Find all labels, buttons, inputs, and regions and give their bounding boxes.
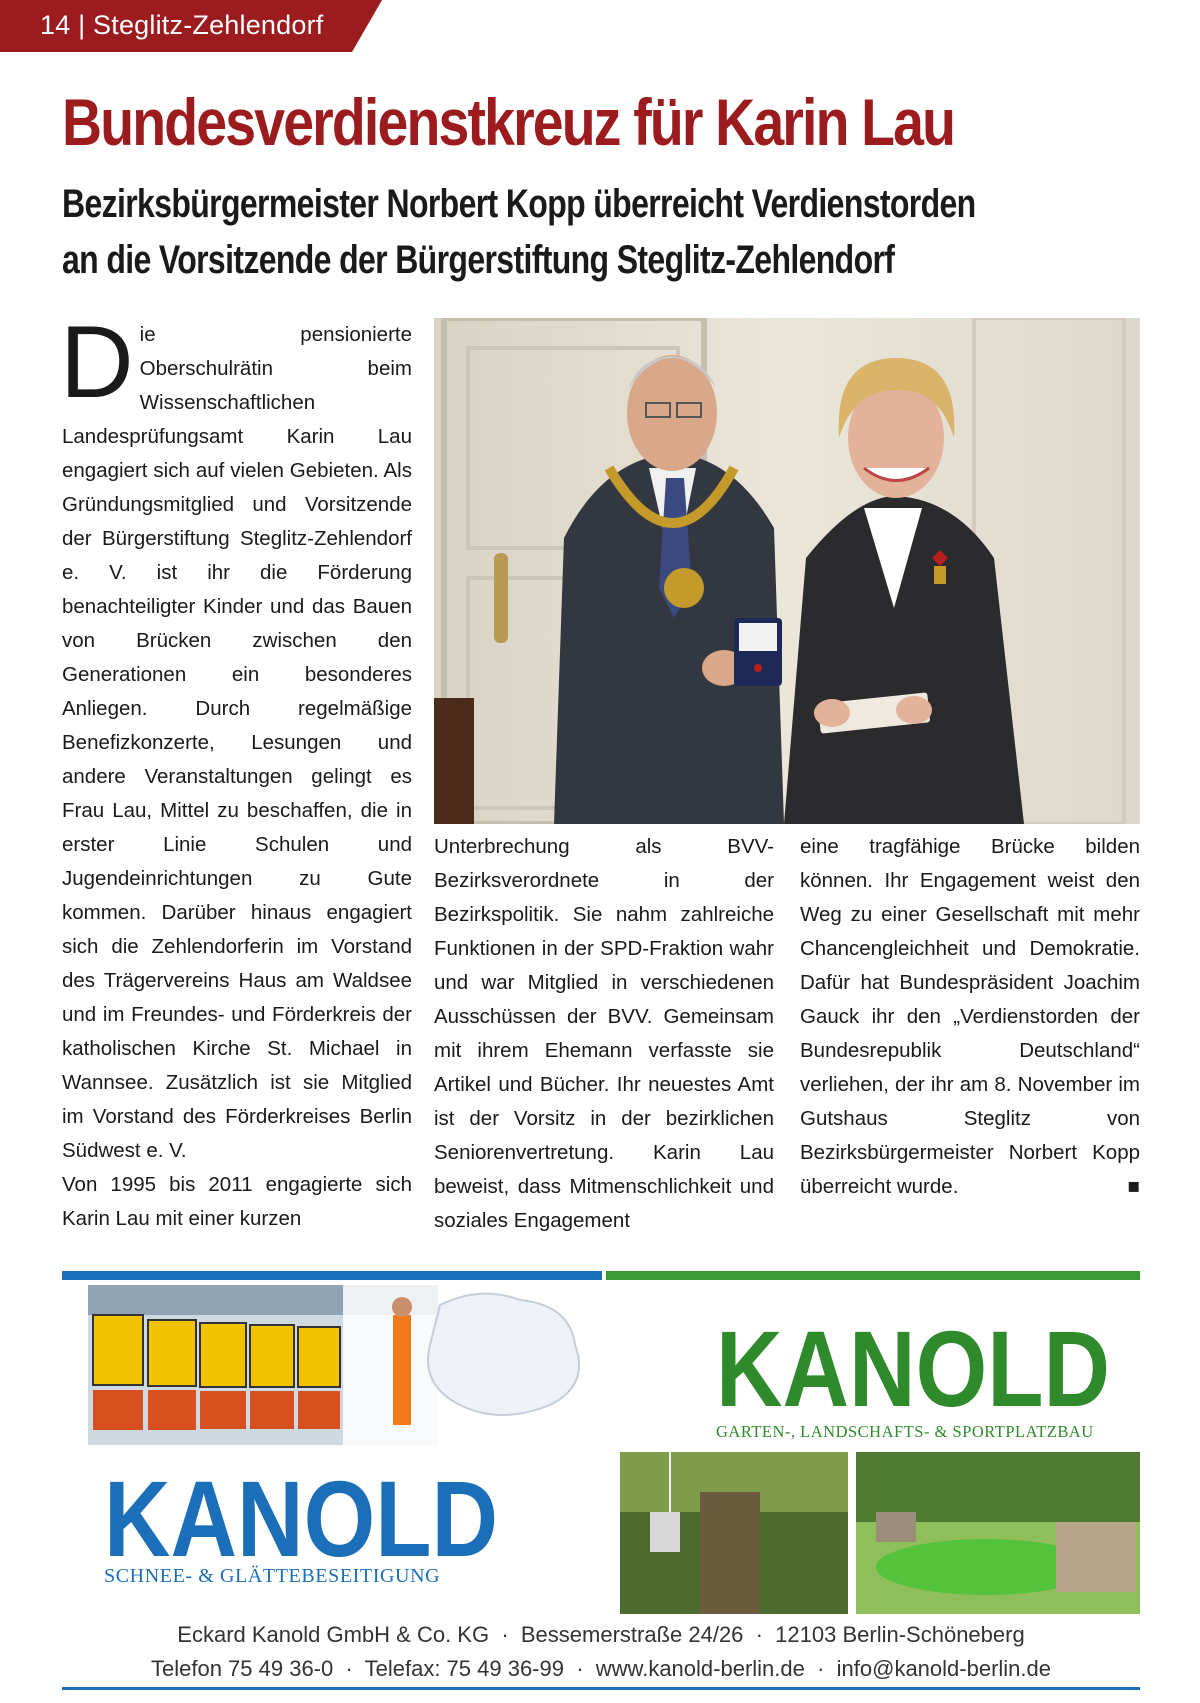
berlin-outline-icon <box>400 1285 600 1425</box>
tree-climbing-image <box>620 1452 848 1614</box>
article-subhead <box>62 176 1094 288</box>
article-photo <box>434 318 1140 824</box>
subhead-line-2: an die Vorsitzende der Bürgerstiftung Steglitz-Zehlendorf <box>62 238 895 282</box>
kanold-logo-blue <box>104 1466 498 1570</box>
article-column-2 <box>434 830 774 1238</box>
snow-plow-photo <box>88 1285 438 1445</box>
ad-top-bar-green <box>606 1271 1140 1280</box>
column-1-text: ie pensionierte Oberschulrätin beim Wissenschaftlichen Landesprüfungsamt Karin Lau engagiert sich auf vielen Gebieten. Als Gründungsmitglied und Vorsitzende der Bürgerstiftung Steglitz-Zehlendorf e. V. ist ihr die Förderung benachteiligter Kinder und das Bauen von Brücken zwischen den Generationen ein besonderes Anliegen. Durch regelmäßige Benefizkonzerte, Lesungen und andere Veranstaltungen gelingt es Frau Lau, Mittel zu beschaffen, die in erster Linie Schulen und Jugendeinrichtungen zu Gute kommen. Darüber hinaus engagiert sich die Zehlendorferin im Vorstand des Trägervereins Haus am Waldsee und im Freundes- und Förderkreis der katholischen Kirche St. Michael in Wannsee. Zusätzlich ist sie Mitglied im Vorstand des Förderkreises Berlin Südwest e. V. <box>62 323 412 1162</box>
playground-photo <box>856 1452 1140 1614</box>
snow-vehicles-image <box>88 1285 438 1445</box>
column-3-text: eine tragfähige Brücke bilden können. Ihr Engagement weist den Weg zu einer Gesellschaft mit mehr Chancengleichheit und Demokratie. Dafür hat Bundespräsident Joachim Gauck ihr den „Verdienstorden der Bundesrepublik Deutschland“ verliehen, der ihr am 8. November im Gutshaus Steglitz von Bezirksbürgermeister Norbert Kopp überreicht wurde. <box>800 835 1140 1198</box>
kanold-wordmark-green <box>716 1316 1110 1420</box>
berlin-map-graphic <box>400 1285 600 1425</box>
contact-block <box>62 1618 1140 1686</box>
blue-tagline: SCHNEE- & GLÄTTEBESEITIGUNG <box>104 1565 441 1587</box>
kanold-green-text: KANOLD <box>716 1316 1110 1420</box>
article-headline: Bundesverdienstkreuz für Karin Lau <box>62 85 955 159</box>
kanold-blue-text: KANOLD <box>104 1466 498 1570</box>
tree-climber-photo <box>620 1452 848 1614</box>
contact-line-2: Telefon 75 49 36-0 · Telefax: 75 49 36-99 · www.kanold-berlin.de · info@kanold-berlin.de <box>150 1656 1051 1681</box>
kanold-logo-green <box>716 1316 1110 1420</box>
subhead-line-1: Bezirksbürgermeister Norbert Kopp überreicht Verdienstorden <box>62 182 976 226</box>
bottom-rule <box>62 1687 1140 1690</box>
green-tagline: GARTEN-, LANDSCHAFTS- & SPORTPLATZBAU <box>716 1422 1094 1441</box>
end-mark: ■ <box>1127 1175 1140 1198</box>
drop-cap: D <box>60 305 134 419</box>
column-2-text: Unterbrechung als BVV-Bezirksverordnete in der Bezirkspolitik. Sie nahm zahlreiche Funktionen in der SPD-Fraktion wahr und war Mitglied in verschiedenen Ausschüssen der BVV. Gemeinsam mit ihrem Ehemann verfasste sie Artikel und Bücher. Ihr neuestes Amt ist der Vorsitz in der bezirklichen Seniorenvertretung. Karin Lau beweist, dass Mitmenschlichkeit und soziales Engagement <box>434 835 774 1232</box>
article-column-3 <box>800 830 1140 1204</box>
section-label: 14 | Steglitz-Zehlendorf <box>40 10 324 40</box>
ad-top-bar-blue <box>62 1271 602 1280</box>
column-1-text-continued: Von 1995 bis 2011 engagierte sich Karin Lau mit einer kurzen <box>62 1173 412 1230</box>
award-ceremony-photo <box>434 318 1140 824</box>
article-column-1 <box>60 305 412 1236</box>
contact-line-1: Eckard Kanold GmbH & Co. KG · Bessemerstraße 24/26 · 12103 Berlin-Schöneberg <box>177 1622 1025 1647</box>
playground-image <box>856 1452 1140 1614</box>
kanold-wordmark-blue <box>104 1466 498 1570</box>
section-tab <box>0 0 420 52</box>
